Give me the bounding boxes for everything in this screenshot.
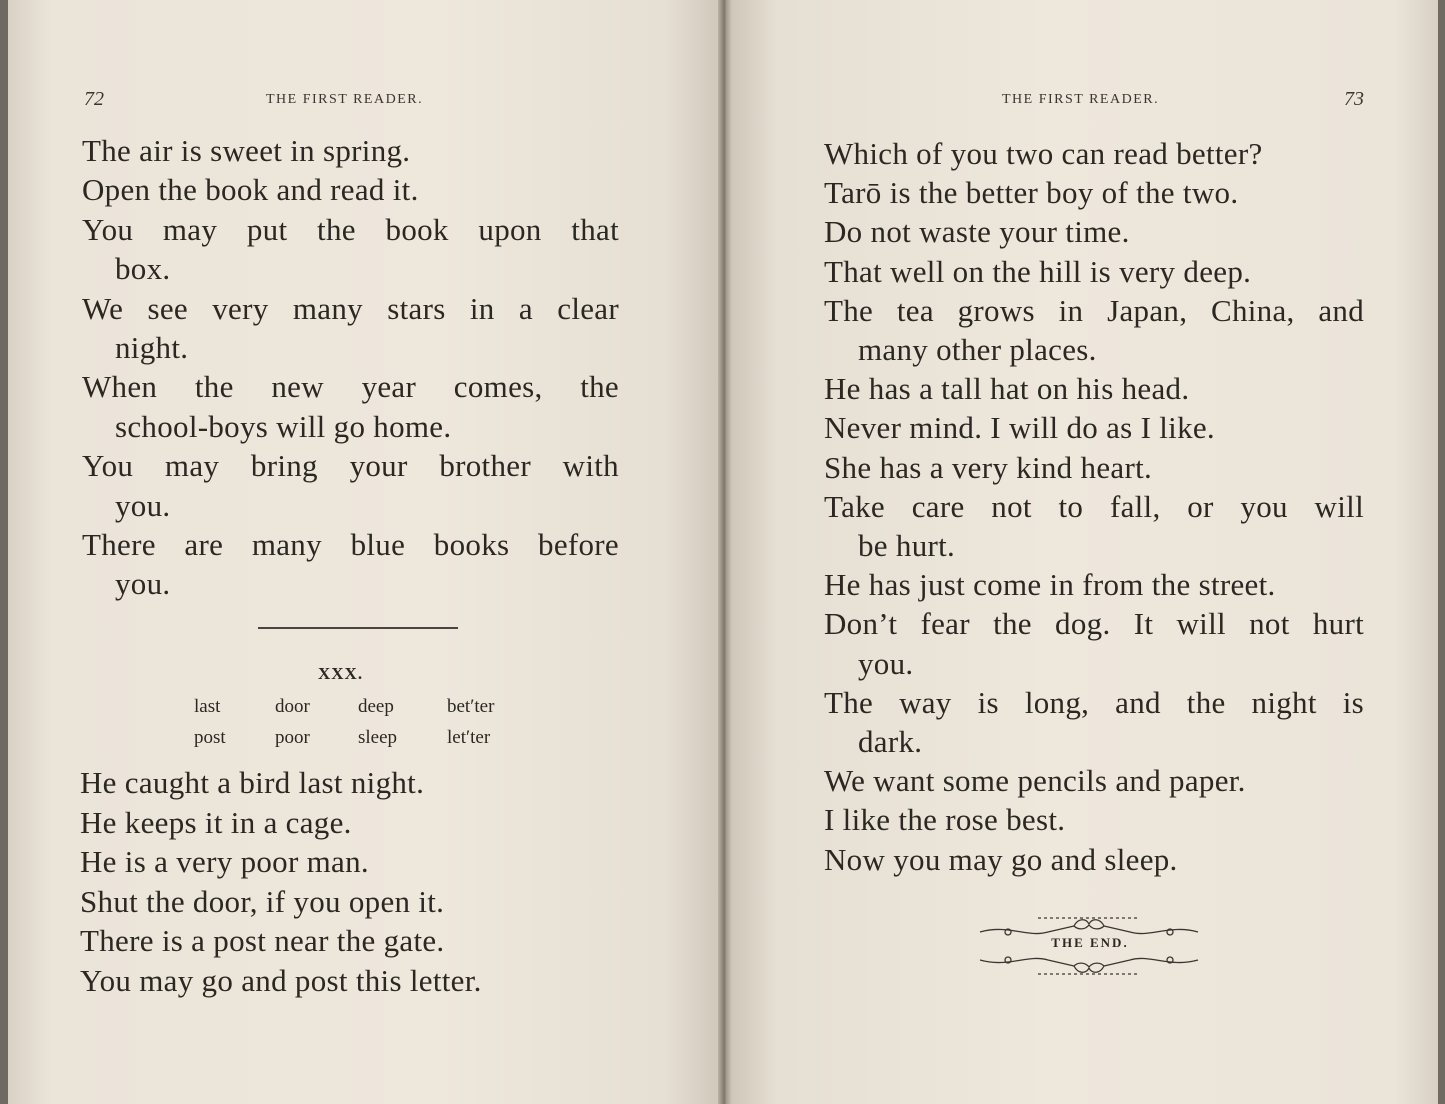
vocab-word: deep xyxy=(358,696,394,717)
sentence-line: Shut the door, if you open it. xyxy=(80,883,445,919)
sentence-line: She has a very kind heart. xyxy=(824,449,1153,485)
the-end-label: THE END. xyxy=(1051,935,1129,950)
sentence-line: Do not waste your time. xyxy=(824,214,1130,250)
sentence-line: He is a very poor man. xyxy=(80,844,369,880)
sentence-line: He has a tall hat on his head. xyxy=(824,371,1190,407)
section-title: XXX. xyxy=(318,664,364,683)
vocab-word: sleep xyxy=(358,727,398,748)
sentence-line: You may bring your brother with xyxy=(82,448,619,484)
sentence-line: The air is sweet in spring. xyxy=(82,133,411,168)
sentence-line: school-boys will go home. xyxy=(115,408,452,444)
sentence-line: many other places. xyxy=(858,332,1097,367)
vocab-word: let′ter xyxy=(447,727,491,748)
sentence-line: Now you may go and sleep. xyxy=(824,841,1178,877)
sentence-line: night. xyxy=(115,330,189,365)
sentence-line: The way is long, and the night is xyxy=(824,684,1364,720)
book-gutter xyxy=(718,0,732,1104)
sentence-line: I like the rose best. xyxy=(824,802,1066,838)
right-page-number: 73 xyxy=(1344,88,1364,110)
sentence-line: There are many blue books before xyxy=(82,527,619,562)
sentence-line: We see very many stars in a clear xyxy=(82,290,619,326)
sentence-line: Tarō is the better boy of the two. xyxy=(824,175,1239,211)
sentence-line: He keeps it in a cage. xyxy=(80,804,352,840)
sentence-line: Which of you two can read better? xyxy=(824,136,1263,171)
vocab-word: post xyxy=(194,727,226,748)
vocab-word: last xyxy=(194,696,221,717)
sentence-line: He caught a bird last night. xyxy=(80,765,425,800)
sentence-line: That well on the hill is very deep. xyxy=(824,253,1252,289)
right-running-head: THE FIRST READER. xyxy=(1002,92,1160,107)
sentence-line: you. xyxy=(858,645,914,681)
left-running-head: THE FIRST READER. xyxy=(266,92,424,107)
sentence-line: There is a post near the gate. xyxy=(80,923,445,959)
sentence-line: The tea grows in Japan, China, and xyxy=(824,292,1364,328)
sentence-line: Open the book and read it. xyxy=(82,172,419,208)
sentence-line: He has just come in from the street. xyxy=(824,567,1276,603)
vocab-word: poor xyxy=(275,727,310,748)
sentence-line: When the new year comes, the xyxy=(82,369,619,405)
section-divider xyxy=(258,627,458,629)
vocab-word: door xyxy=(275,696,310,717)
left-page-number: 72 xyxy=(84,88,104,110)
sentence-line: you. xyxy=(115,487,171,523)
sentence-line: We want some pencils and paper. xyxy=(824,763,1246,799)
sentence-line: You may put the book upon that xyxy=(82,211,619,247)
vocab-word: bet′ter xyxy=(447,696,495,717)
sentence-line: Never mind. I will do as I like. xyxy=(824,410,1215,446)
sentence-line: be hurt. xyxy=(858,528,956,563)
sentence-line: You may go and post this letter. xyxy=(80,963,482,998)
sentence-line: Take care not to fall, or you will xyxy=(824,488,1364,524)
sentence-line: box. xyxy=(115,251,171,287)
sentence-line: you. xyxy=(115,566,171,602)
sentence-line: dark. xyxy=(858,724,923,759)
sentence-line: Don’t fear the dog. It will not hurt xyxy=(824,606,1364,642)
